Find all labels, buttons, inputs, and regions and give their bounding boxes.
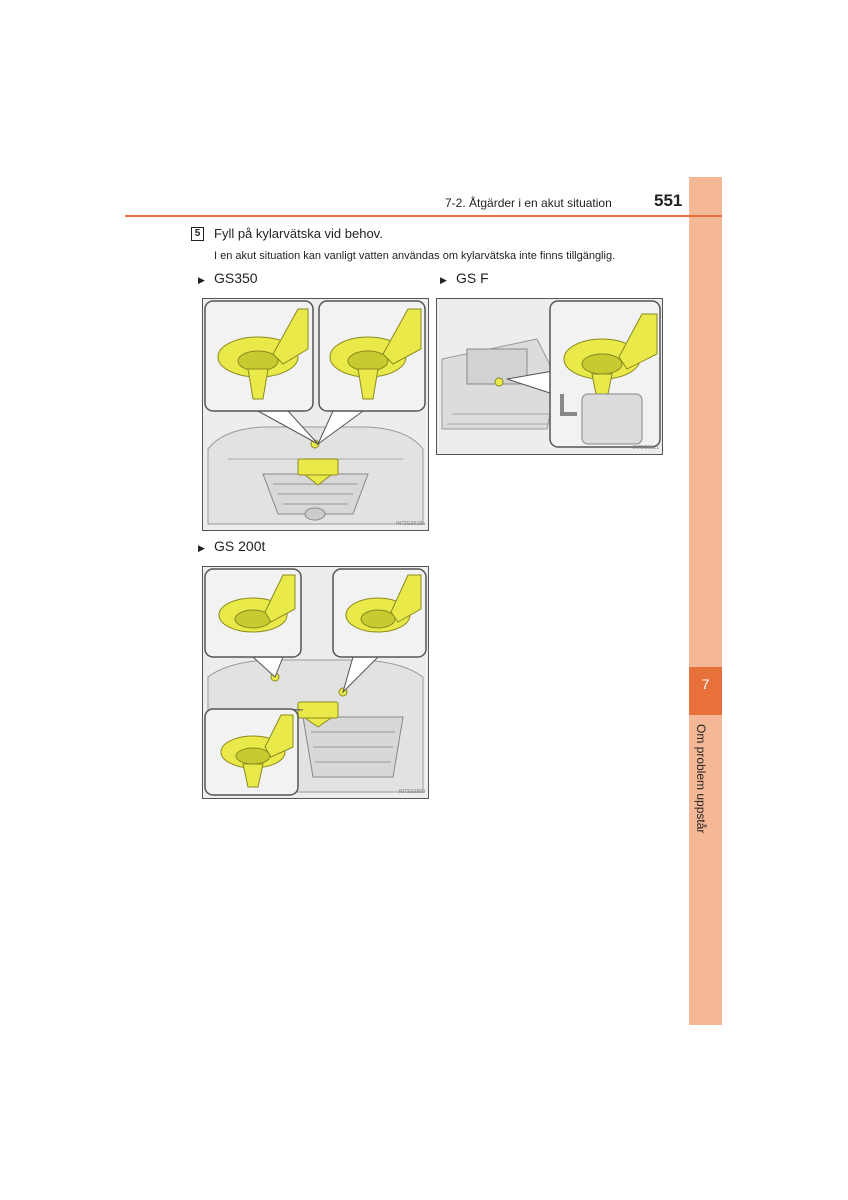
figure-label-gsf: GS F [456, 270, 489, 286]
page-number: 551 [654, 191, 683, 210]
figure-code: IN72GS518a [396, 521, 425, 527]
step-note: I en akut situation kan vanligt vatten användas om kylarvätska inte finns tillgänglig. [214, 250, 616, 262]
figure-code: IN72GS521 [632, 445, 659, 451]
bullet-arrow-icon: ▶ [198, 543, 205, 553]
step-number: 5 [191, 227, 204, 241]
bullet-arrow-icon: ▶ [198, 275, 205, 285]
section-title: 7-2. Åtgärder i en akut situation [445, 196, 612, 210]
figure-gs350 [202, 298, 429, 531]
figure-gsf [436, 298, 663, 455]
bullet-arrow-icon: ▶ [440, 275, 447, 285]
figure-label-gs200t: GS 200t [214, 538, 266, 554]
chapter-title: Om problem uppstår [694, 724, 708, 834]
figure-code: IN72GS569 [398, 789, 425, 795]
header-rule [125, 215, 722, 217]
chapter-number: 7 [701, 676, 710, 692]
figure-label-gs350: GS350 [214, 270, 258, 286]
figure-gs200t [202, 566, 429, 799]
chapter-side-tab [689, 177, 722, 1025]
step-title: Fyll på kylarvätska vid behov. [214, 226, 383, 241]
